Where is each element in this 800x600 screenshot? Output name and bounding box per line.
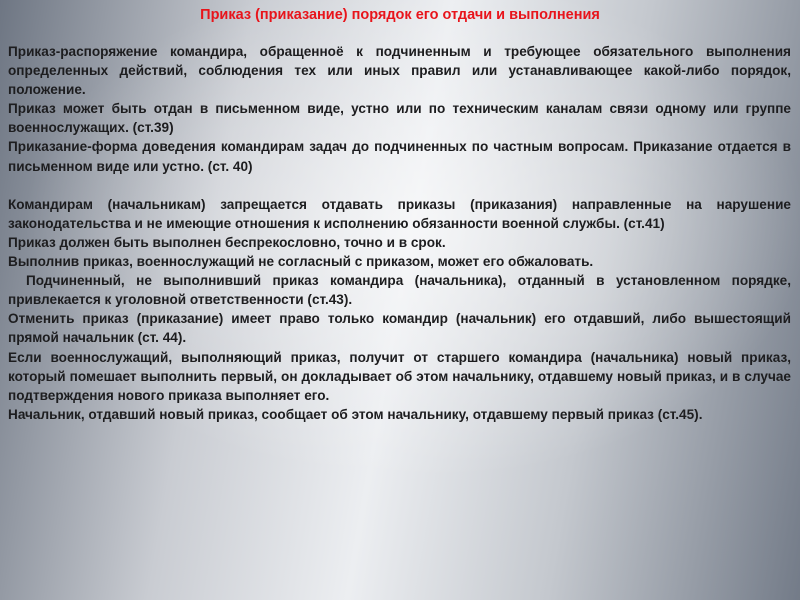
paragraph-order-forms: Приказ может быть отдан в письменном виде, устно или по техническим каналам связи одному или группе военнослужащих. (ст.39) xyxy=(8,101,791,136)
slide-body xyxy=(8,42,791,424)
paragraph-notification: Начальник, отдавший новый приказ, сообщает об этом начальнику, отдавшему первый приказ (ст.45). xyxy=(8,406,703,422)
paragraph-prohibition: Командирам (начальникам) запрещается отдавать приказы (приказания) направленные на нарушение законодательства и не имеющие отношения к исполнению обязанности военной службы. (ст.41) xyxy=(8,196,791,231)
slide-title: Приказ (приказание) порядок его отдачи и выполнения xyxy=(200,7,600,23)
paragraph-instruction-definition: Приказание-форма доведения командирам задач до подчиненных по частным вопросам. Приказание отдается в письменном виде или устно. (ст. 40) xyxy=(8,139,791,174)
paragraph-spacer xyxy=(8,176,791,195)
paragraph-liability: Подчиненный, не выполнивший приказ командира (начальника), отданный в установленном порядке, привлекается к уголовной ответственности (ст.43). xyxy=(8,273,791,308)
paragraph-new-order: Если военнослужащий, выполняющий приказ, получит от старшего командира (начальника) новый приказ, который помешает выполнить первый, он докладывает об этом начальнику, отдавшему новый приказ, и в случае подтверждения нового приказа выполняет его. xyxy=(8,349,791,403)
paragraph-execution: Приказ должен быть выполнен беспрекословно, точно и в срок. xyxy=(8,234,446,250)
paragraph-appeal: Выполнив приказ, военнослужащий не согласный с приказом, может его обжаловать. xyxy=(8,254,594,270)
paragraph-order-definition: Приказ-распоряжение командира, обращенноё к подчиненным и требующее обязательного выполнения определенных действий, соблюдения тех или иных правил или устанавливающее какой-либо порядок, положение. xyxy=(8,44,791,98)
paragraph-cancellation: Отменить приказ (приказание) имеет право только командир (начальник) его отдавший, либо вышестоящий прямой начальник (ст. 44). xyxy=(8,311,791,346)
